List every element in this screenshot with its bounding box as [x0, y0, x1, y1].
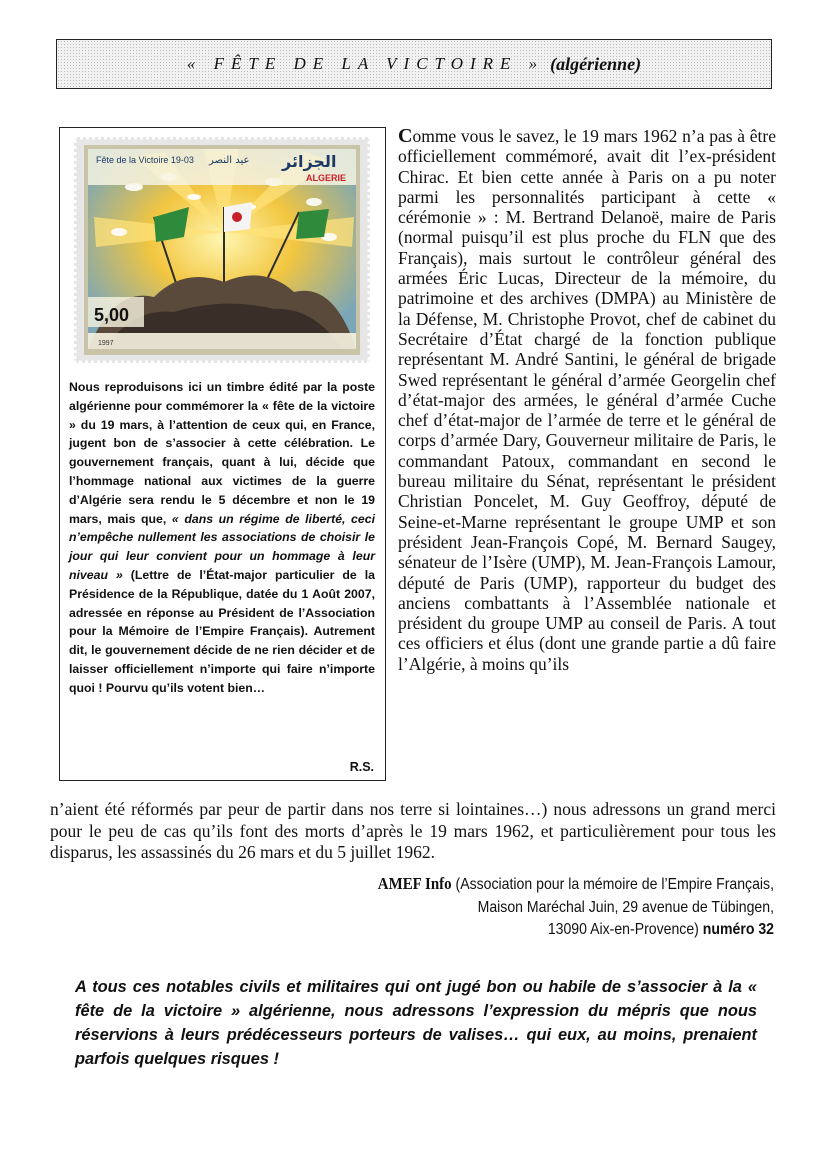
closing-statement: A tous ces notables civils et militaires qui ont jugé bon ou habile de s’associer à la « fête de la victoire » algérienne, nous adressons l’expression du mépris que nous réservions à leurs prédécesseurs porteurs de valises… qui eux, au moins, prenaient parfois quelques risques !: [75, 978, 757, 1068]
article-continuation: n’aient été réformés par peur de partir dans nos terre si lointaines…) nous adressons un grand merci pour le peu de cas qu’ils font des morts d’après le 19 mars 1962, et particulièrement pour tous les disparus, les assassinés du 26 mars et du 5 juillet 1962.: [50, 799, 776, 862]
stamp-top-label: Fête de la Victoire 19-03: [96, 155, 194, 165]
algerian-stamp-image: [74, 137, 370, 363]
stamp-arabic-label: عيد النصر: [209, 155, 250, 166]
stamp-country: ALGERIE: [306, 173, 347, 183]
stamp-year: 1997: [98, 340, 114, 347]
caption-signature: R.S.: [349, 760, 374, 774]
source-line3: [334, 919, 774, 942]
stamp-country-arabic: الجزائر: [282, 152, 337, 171]
source-number: numéro 32: [702, 921, 774, 938]
page-header: [56, 39, 772, 89]
article-body: [398, 126, 776, 674]
caption-part2: (Lettre de l’État-major particulier de la Présidence de la République, datée du 1 Août 2007, adressée en réponse au Président de l’Association pour la Mémoire de l’Empire Français). Autrement dit, le gouvernement décide de ne rien décider et de laisser officiellement n’importe qui faire n’importe quoi ! Pourvu qu’ils votent bien…: [69, 567, 375, 695]
article-part1: omme vous le savez, le 19 mars 1962 n’a pas à être officiellement commémoré, avait dit l’ex-président Chirac. Et bien cette année à Paris on a pu noter parmi les personnalités participant à cette « cérémonie » : M. Bertrand Delanoë, maire de Paris (normal puisqu’il est plus proche du FLN que des Français), mais surtout le contrôleur général des armées Éric Lucas, Directeur de la mémoire, du patrimoine et des archives (DMPA) au Ministère de la Défense, M. Christophe Provot, chef de cabinet du Secrétaire d’État chargé de la fonction publique représentant M. André Santini, le général de brigade Swed représentant le général d’armée Georgelin chef d’état-major des armées, le général d’armée Cuche chef d’état-major de l’armée de terre et le général de corps d’armée Dary, Gouverneur militaire de Paris, le commandant Patoux, commandant en second le bureau militaire du Sénat, représentant le président Christian Poncelet, M. Guy Geoffroy, député de Seine-et-Marne représentant le groupe UMP et son président Jean-François Copé, M. Bernard Saugey, sénateur de l’Isère (UMP), M. Jean-François Lamour, député de Paris (UMP), rapporteur du budget des anciens combattants à l’Assemblée nationale et président du groupe UMP au conseil de Paris. A tout ces officiers et élus (dont une grande partie a dû faire l’Algérie, à moins qu’ils: [398, 126, 776, 674]
source-name: AMEF Info: [377, 874, 452, 893]
article-dropcap: C: [398, 125, 413, 147]
header-subtitle: (algérienne): [550, 53, 642, 74]
source-line1-text: (Association pour la mémoire de l’Empire Français,: [451, 876, 774, 893]
source-line1: [334, 873, 774, 897]
source-line3-text: 13090 Aix-en-Provence): [547, 921, 699, 938]
source-credit: [334, 873, 774, 942]
caption-quote: « dans un régime de liberté, ceci n’empêche nullement les associations de choisir le jour qui leur convient pour un hommage à leur niveau »: [69, 511, 375, 582]
stamp-caption: [69, 378, 375, 698]
caption-part1: Nous reproduisons ici un timbre édité par la poste algérienne pour commémorer la « fête de la victoire » du 19 mars, à l’attention de ceux qui, en France, jugent bon de s’associer à cette célébration. Le gouvernement français, quant à lui, décide que l’hommage national aux victimes de la guerre d’Algérie sera rendu le 5 décembre et non le 19 mars, mais que,: [69, 380, 375, 526]
stamp-value: 5,00: [94, 305, 130, 325]
source-line2: Maison Maréchal Juin, 29 avenue de Tübingen,: [477, 898, 774, 916]
header-title: « FÊTE DE LA VICTOIRE »: [186, 54, 545, 73]
